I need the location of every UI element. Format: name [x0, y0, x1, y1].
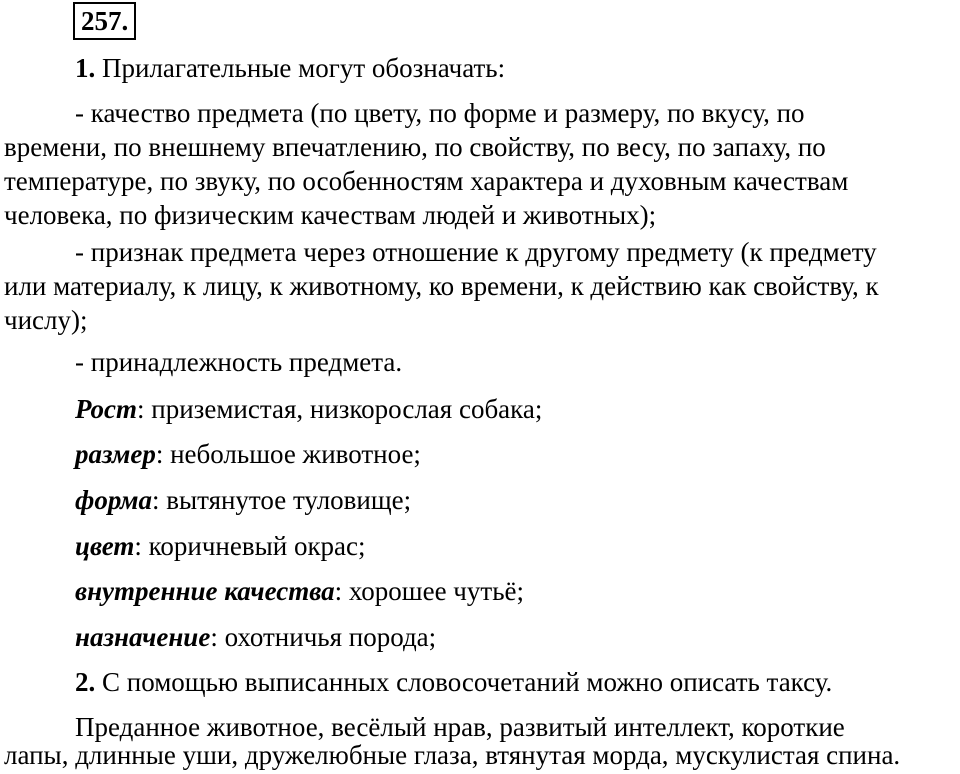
- part1-intro: Прилагательные могут обозначать:: [95, 53, 506, 83]
- feature-item: [75, 392, 542, 426]
- feature-text: : охотничья порода;: [210, 622, 437, 652]
- item1-line-2: времени, по внешнему впечатлению, по свойству, по весу, по запаху, по: [4, 132, 826, 162]
- feature-text: : хорошее чутьё;: [334, 576, 524, 606]
- feature-item: [75, 620, 436, 654]
- part1-heading: [75, 51, 505, 85]
- feature-text: : небольшое животное;: [155, 439, 421, 469]
- part2-text: С помощью выписанных словосочетаний можно описать таксу.: [95, 667, 833, 697]
- feature-term: размер: [75, 439, 156, 469]
- feature-term: внутренние качества: [75, 576, 335, 606]
- part2-number: 2.: [75, 667, 96, 697]
- feature-term: цвет: [75, 531, 135, 561]
- feature-text: : вытянутое туловище;: [151, 485, 412, 515]
- part2-heading: [75, 665, 832, 699]
- feature-term: Рост: [75, 394, 138, 424]
- part1-number: 1.: [75, 53, 96, 83]
- feature-text: : коричневый окрас;: [134, 531, 366, 561]
- item1-line-1: - качество предмета (по цвету, по форме и размеру, по вкусу, по: [75, 98, 805, 128]
- item1-line-3: температуре, по звуку, по особенностям характера и духовным качествам: [4, 166, 849, 196]
- feature-term: назначение: [75, 622, 211, 652]
- description-line-2: лапы, длинные уши, дружелюбные глаза, втянутая морда, мускулистая спина.: [4, 740, 901, 770]
- item2-line-3: числу);: [4, 305, 88, 335]
- item2-line-2: или материалу, к лицу, к животному, ко времени, к действию как свойству, к: [4, 271, 879, 301]
- exercise-number-box: 257.: [73, 2, 136, 40]
- description-line-1: Преданное животное, весёлый нрав, развитый интеллект, короткие: [75, 712, 845, 742]
- feature-term: форма: [75, 485, 152, 515]
- item3-line: - принадлежность предмета.: [75, 347, 403, 377]
- feature-item: [75, 437, 421, 471]
- feature-item: [75, 574, 524, 608]
- feature-item: [75, 483, 411, 517]
- feature-text: : приземистая, низкорослая собака;: [137, 394, 543, 424]
- item2-line-1: - признак предмета через отношение к другому предмету (к предмету: [75, 237, 877, 267]
- feature-item: [75, 529, 366, 563]
- item1-line-4: человека, по физическим качествам людей и животных);: [4, 200, 657, 230]
